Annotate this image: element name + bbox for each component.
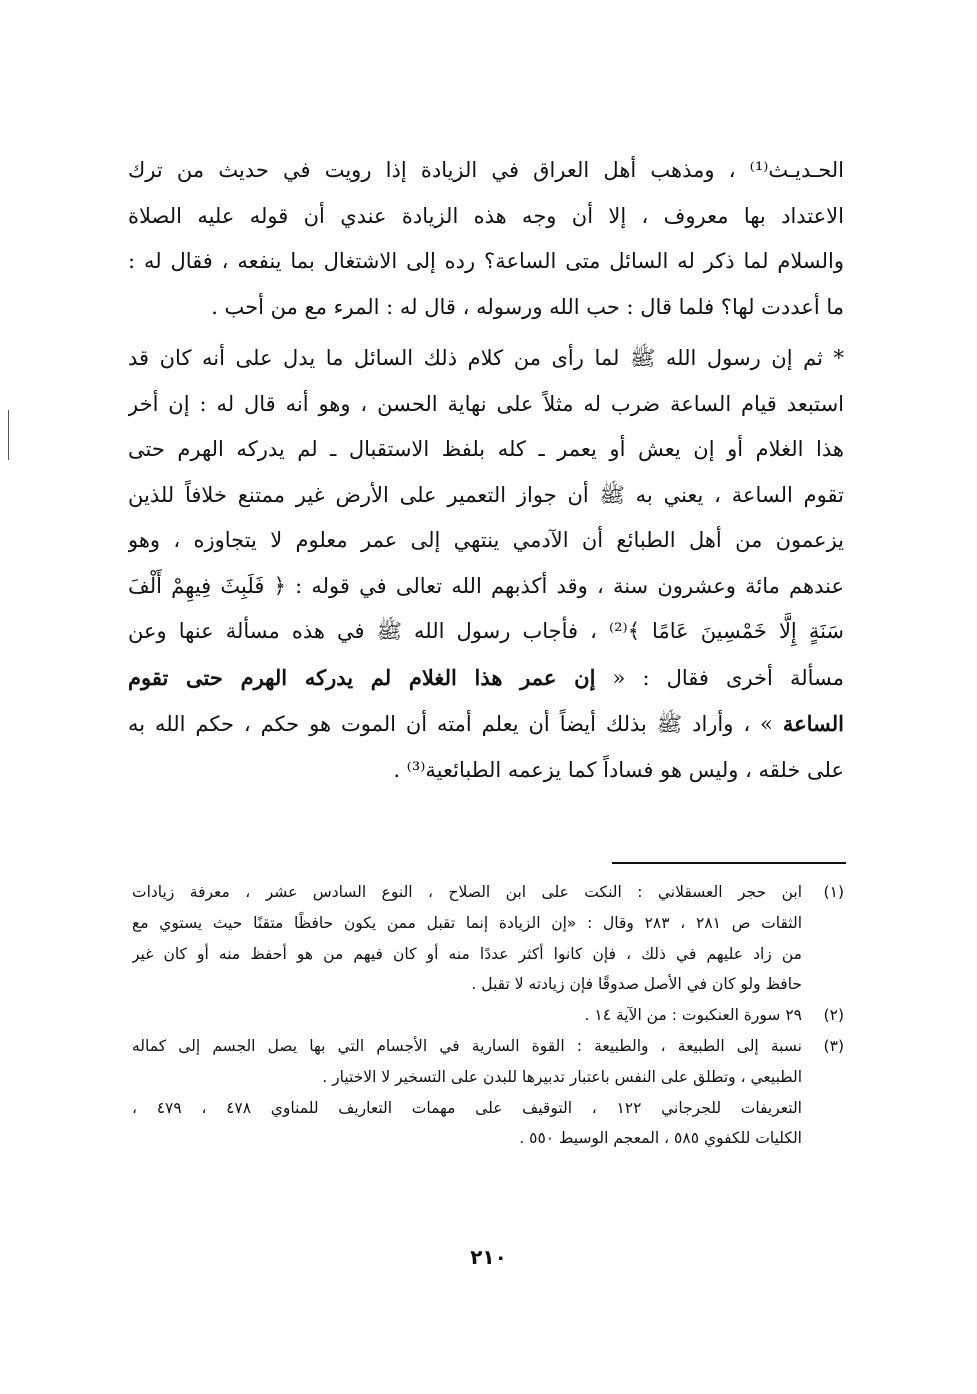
text-line: الاعتداد بها معروف ، إلا أن وجه هذه الزيادة عندي أن قوله عليه الصلاة xyxy=(128,203,844,228)
footnote-line: نسبة إلى الطبيعة ، والطبيعة : القوة السارية في الأجسام التي بها يصل الجسم إلى كماله xyxy=(132,1036,802,1055)
footnote-line: الطبيعي ، وتطلق على النفس باعتبار تدبيرها للبدن على التسخير لا الاختيار . xyxy=(322,1067,802,1086)
footnote-2 xyxy=(132,1000,844,1031)
text-segment: مسألة أخرى فقال : « xyxy=(595,665,844,690)
text-line: الحـديـث⁽¹⁾ ، ومذهب أهل العراق في الزيادة إذا رويت في حديث من ترك xyxy=(128,158,844,182)
paragraph-2 xyxy=(128,336,844,793)
hadith-quote-end: الساعة xyxy=(782,711,844,736)
text-line: والسلام لما ذكر له السائل متى الساعة؟ رده إلى الاشتغال بما ينفعه ، فقال له : xyxy=(128,249,844,273)
hadith-quote: إن عمر هذا الغلام لم يدركه الهرم حتى تقوم xyxy=(128,664,596,690)
text-line: عندهم مائة وعشرون سنة ، وقد أكذبهم الله تعالى في قوله : ﴿ فَلَبِثَ فِيهِمْ أَلْفَ xyxy=(128,573,844,598)
footnote-number: (١) xyxy=(823,883,844,901)
text-line: * ثم إن رسول الله ﷺ لما رأى من كلام ذلك السائل ما يدل على أنه كان قد xyxy=(128,346,844,370)
footnote-3 xyxy=(132,1031,844,1154)
main-text xyxy=(128,148,844,793)
footnote-number: (٣) xyxy=(823,1036,844,1055)
text-line: ما أعددت لها؟ فلما قال : حب الله ورسوله ، قال له : المرء مع من أحب . xyxy=(211,294,844,319)
text-segment: » ، وأراد ﷺ بذلك أيضاً أن يعلم أمته أن الموت هو حكم ، حكم الله به xyxy=(128,712,783,736)
footnotes xyxy=(132,877,844,1154)
footnote-line: الثقات ص ٢٨١ ، ٢٨٣ وقال : «إن الزيادة إنما تقبل ممن يكون حافظًا متقنًا حيث يستوي مع xyxy=(132,913,802,932)
footnote-1 xyxy=(132,877,844,1000)
text-line: تقوم الساعة ، يعني به ﷺ أن جواز التعمير على الأرض غير ممتنع خلافاً للذين xyxy=(128,482,844,507)
footnote-line: حافظ ولو كان في الأصل صدوقًا فإن زيادته لا تقبل . xyxy=(471,975,802,994)
page-number: ٢١٠ xyxy=(470,1245,507,1269)
footnote-number: (٢) xyxy=(823,1006,844,1025)
footnote-line: ابن حجر العسقلاني : النكت على ابن الصلاح ، النوع السادس عشر ، معرفة زيادات xyxy=(132,883,802,901)
text-line: على خلقه ، وليس هو فساداً كما يزعمه الطبائعية⁽³⁾ . xyxy=(393,757,844,782)
text-line: هذا الغلام أو إن يعش أو يعمر ـ كله بلفظ الاستقبال ـ لم يدركه الهرم حتى xyxy=(128,437,844,461)
text-line: استبعد قيام الساعة ضرب له مثلاً على نهاية الحسن ، وهو أنه قال له : إن أخر xyxy=(128,391,844,416)
text-line: يزعمون من أهل الطبائع أن الآدمي ينتهي إلى عمر معلوم لا يتجاوزه ، وهو xyxy=(128,528,844,552)
text-line: سَنَةٍ إِلَّا خَمْسِينَ عَامًا ﴾⁽²⁾ ، فأجاب رسول الله ﷺ في هذه مسألة عنها وعن xyxy=(128,619,844,643)
paragraph-1 xyxy=(128,148,844,330)
footnote-line: الكليات للكفوي ٥٨٥ ، المعجم الوسيط ٥٥٠ . xyxy=(519,1129,802,1148)
text-line xyxy=(128,655,844,702)
footnote-line: من زاد عليهم في ذلك ، فإن كانوا أكثر عددًا منه أو كان فيهم من هو أحفظ منه أو كان غير xyxy=(132,944,802,963)
footnote-divider xyxy=(612,862,846,864)
scan-artifact-line xyxy=(8,410,9,460)
footnote-line: التعريفات للجرجاني ١٢٢ ، التوقيف على مهمات التعاريف للمناوي ٤٧٨ ، ٤٧٩ ، xyxy=(132,1098,802,1117)
text-line xyxy=(128,701,844,748)
footnote-line: ٢٩ سورة العنكبوت : من الآية ١٤ . xyxy=(584,1006,802,1025)
